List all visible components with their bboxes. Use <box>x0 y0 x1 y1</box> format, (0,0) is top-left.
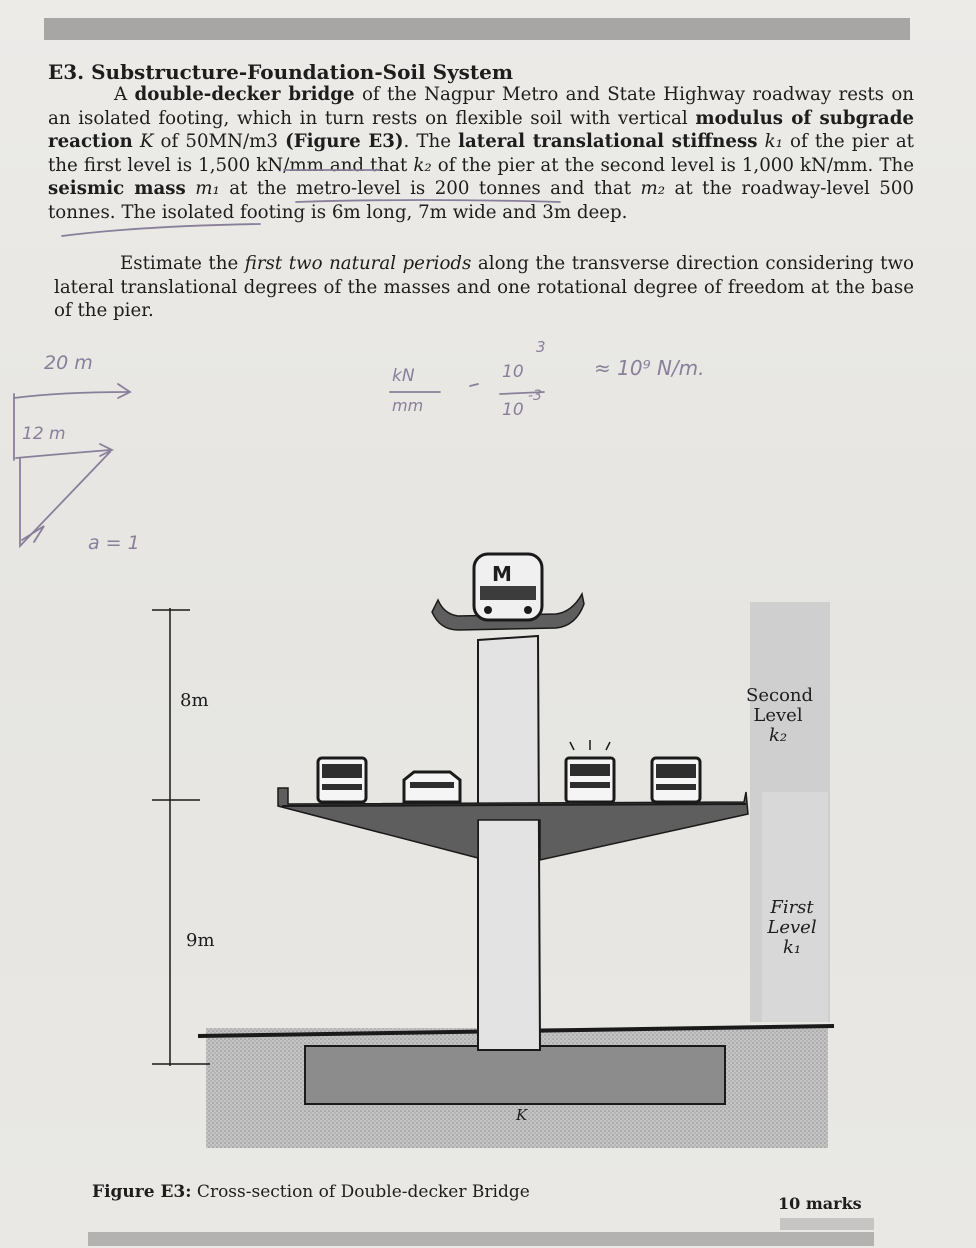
soil-k-label: K <box>516 1106 528 1124</box>
handwritten-10: 10 <box>502 362 524 382</box>
handwritten-exp3: 3 <box>536 338 546 356</box>
car-icon <box>404 772 460 802</box>
handwritten-20m: 20 m <box>44 352 93 374</box>
handwritten-a1: a = 1 <box>88 532 140 554</box>
handwritten-10-9-n-per-m: ≈ 10⁹ N/m. <box>594 356 705 380</box>
bus-left-icon <box>318 758 366 802</box>
first-level-word-1: First <box>770 897 814 918</box>
second-level-word-1: Second <box>746 685 814 706</box>
first-level-word-2: Level <box>767 917 817 938</box>
bottom-footer-bar <box>88 1232 874 1246</box>
bus-right-icon <box>652 758 700 802</box>
pier-column <box>478 636 540 1050</box>
isolated-footing <box>305 1046 725 1104</box>
fire-truck-icon <box>566 740 614 802</box>
first-level-k1: k₁ <box>782 937 802 958</box>
dimension-line <box>152 608 210 1066</box>
dimension-8m: 8m <box>180 690 209 711</box>
question-paragraph-2: Estimate the first two natural periods along the transverse direction considering two lateral translational degrees of the masses and one rotational degree of freedom at the base of the pier. <box>54 253 914 321</box>
handwritten-kn: kN <box>392 366 415 386</box>
footer-mark-bar <box>780 1218 874 1230</box>
question-paragraph-1: A double-decker bridge of the Nagpur Metro and State Highway roadway rests on an isolated footing, which in turn rests on flexible soil with vertical modulus of subgrade reaction K of 50MN/m3 (Figure E3). The lateral translational stiffness k₁ of the pier at the first level is 1,500 kN/mm and that k₂ of the pier at the second level is 1,000 kN/mm. The seismic mass m₁ at the metro-level is 200 tonnes and that m₂ at the roadway-level 500 tonnes. The isolated footing is 6m long, 7m wide and 3m deep. <box>48 84 914 223</box>
bridge-cross-section-figure <box>0 330 976 1210</box>
pen-underline-tonnes <box>62 224 260 236</box>
dimension-9m: 9m <box>186 930 215 951</box>
handwritten-mm: mm <box>392 396 424 415</box>
pen-underline-seismic <box>296 200 560 202</box>
marks-label: 10 marks <box>778 1194 862 1213</box>
first-level-label <box>764 898 820 958</box>
question-heading: E3. Substructure-Foundation-Soil System <box>48 60 514 84</box>
handwritten-10-den: 10 <box>502 400 524 420</box>
second-level-word-2: Level <box>753 705 803 726</box>
handwritten-exp-neg3: -3 <box>528 388 542 404</box>
second-level-label <box>746 685 814 746</box>
figure-caption: Figure E3: Cross-section of Double-decker Bridge <box>92 1182 530 1202</box>
handwritten-12m: 12 m <box>22 424 66 444</box>
metro-label: M <box>492 562 512 586</box>
second-level-k2: k₂ <box>768 725 788 746</box>
